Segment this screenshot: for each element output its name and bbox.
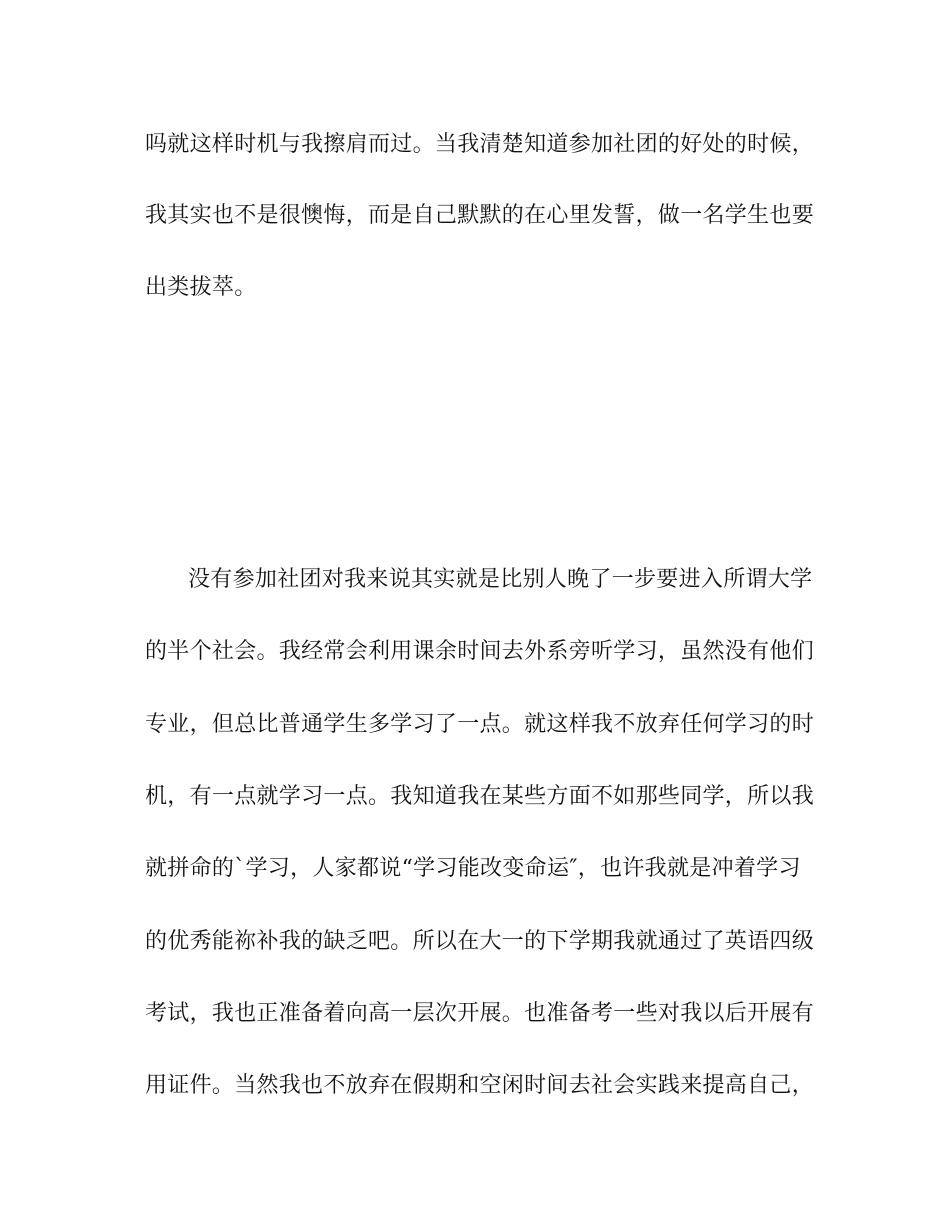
paragraph-line: 用证件。当然我也不放弃在假期和空闲时间去社会实践来提高自己，: [145, 1073, 815, 1098]
paragraph-line: 没有参加社团对我来说其实就是比别人晚了一步要进入所谓大学: [188, 567, 813, 592]
paragraph-line: 我其实也不是很懊悔，而是自己默默的在心里发誓，做一名学生也要: [145, 203, 815, 228]
paragraph-line: 的半个社会。我经常会利用课余时间去外系旁听学习，虽然没有他们: [145, 639, 815, 664]
paragraph-line: 就拼命的`学习，人家都说“学习能改变命运″，也许我就是冲着学习: [145, 856, 801, 881]
paragraph-line: 考试，我也正准备着向高一层次开展。也准备考一些对我以后开展有: [145, 1001, 815, 1026]
paragraph-line: 出类拔萃。: [145, 275, 257, 300]
paragraph-line: 吗就这样时机与我擦肩而过。当我清楚知道参加社团的好处的时候，: [145, 132, 815, 157]
paragraph-line: 专业，但总比普通学生多学习了一点。就这样我不放弃任何学习的时: [145, 712, 815, 737]
paragraph-line: 的优秀能祢补我的缺乏吧。所以在大一的下学期我就通过了英语四级: [145, 929, 815, 954]
paragraph-line: 机，有一点就学习一点。我知道我在某些方面不如那些同学，所以我: [145, 784, 815, 809]
